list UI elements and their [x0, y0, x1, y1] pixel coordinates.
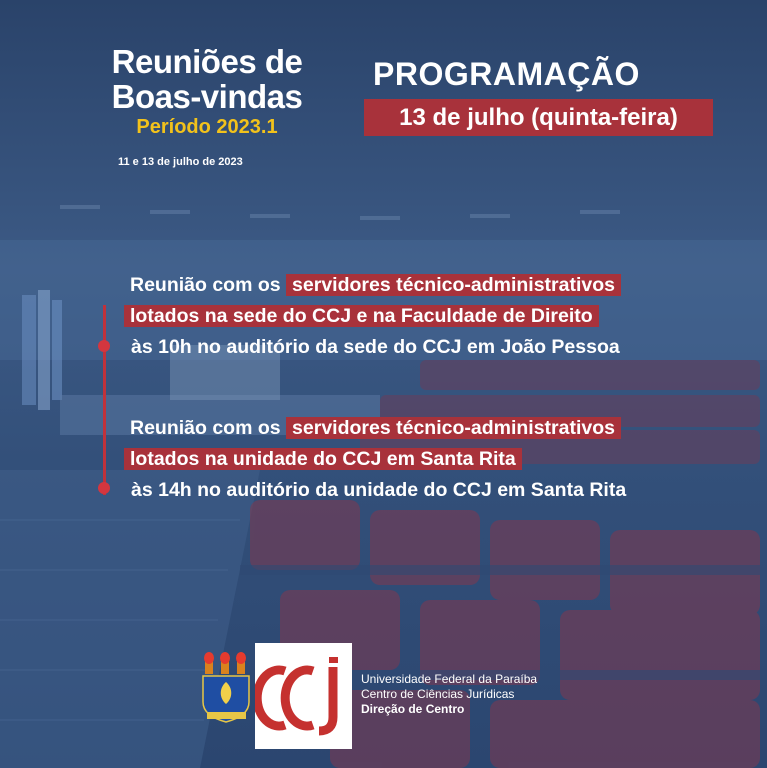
period-label: Período 2023.1 — [136, 116, 278, 138]
meeting-intro: Reunião com os — [130, 417, 281, 439]
meeting-1-line-1 — [130, 271, 621, 299]
programacao-heading: PROGRAMAÇÃO — [373, 56, 640, 92]
timeline-dot — [98, 340, 110, 352]
meeting-1-detail: às 10h no auditório da sede do CCJ em João Pessoa — [131, 336, 620, 358]
footer-institution — [361, 672, 537, 717]
timeline-line — [103, 305, 106, 495]
date-badge: 13 de julho (quinta-feira) — [364, 99, 713, 136]
meeting-2-line-2 — [124, 445, 522, 473]
ufpb-logo — [199, 652, 254, 724]
meeting-2-line-1 — [130, 414, 621, 442]
footer-line-3: Direção de Centro — [361, 702, 465, 716]
ccj-logo-mark — [255, 643, 352, 749]
footer-line-2: Centro de Ciências Jurídicas — [361, 687, 515, 701]
ccj-logo — [255, 643, 352, 749]
event-title — [98, 44, 316, 140]
title-line-1: Reuniões de — [111, 43, 303, 80]
footer-line-1: Universidade Federal da Paraíba — [361, 672, 538, 686]
timeline-dot — [98, 482, 110, 494]
event-dates: 11 e 13 de julho de 2023 — [118, 156, 243, 168]
meeting-1-line-2 — [124, 302, 599, 330]
title-line-2: Boas-vindas — [111, 78, 303, 115]
meeting-2-detail: às 14h no auditório da unidade do CCJ em Santa Rita — [131, 479, 627, 501]
meeting-highlight: lotados na unidade do CCJ em Santa Rita — [124, 448, 522, 470]
meeting-highlight: lotados na sede do CCJ e na Faculdade de Direito — [124, 305, 599, 327]
meeting-intro: Reunião com os — [130, 274, 281, 296]
meeting-highlight: servidores técnico-administrativos — [286, 274, 621, 296]
meeting-highlight: servidores técnico-administrativos — [286, 417, 621, 439]
